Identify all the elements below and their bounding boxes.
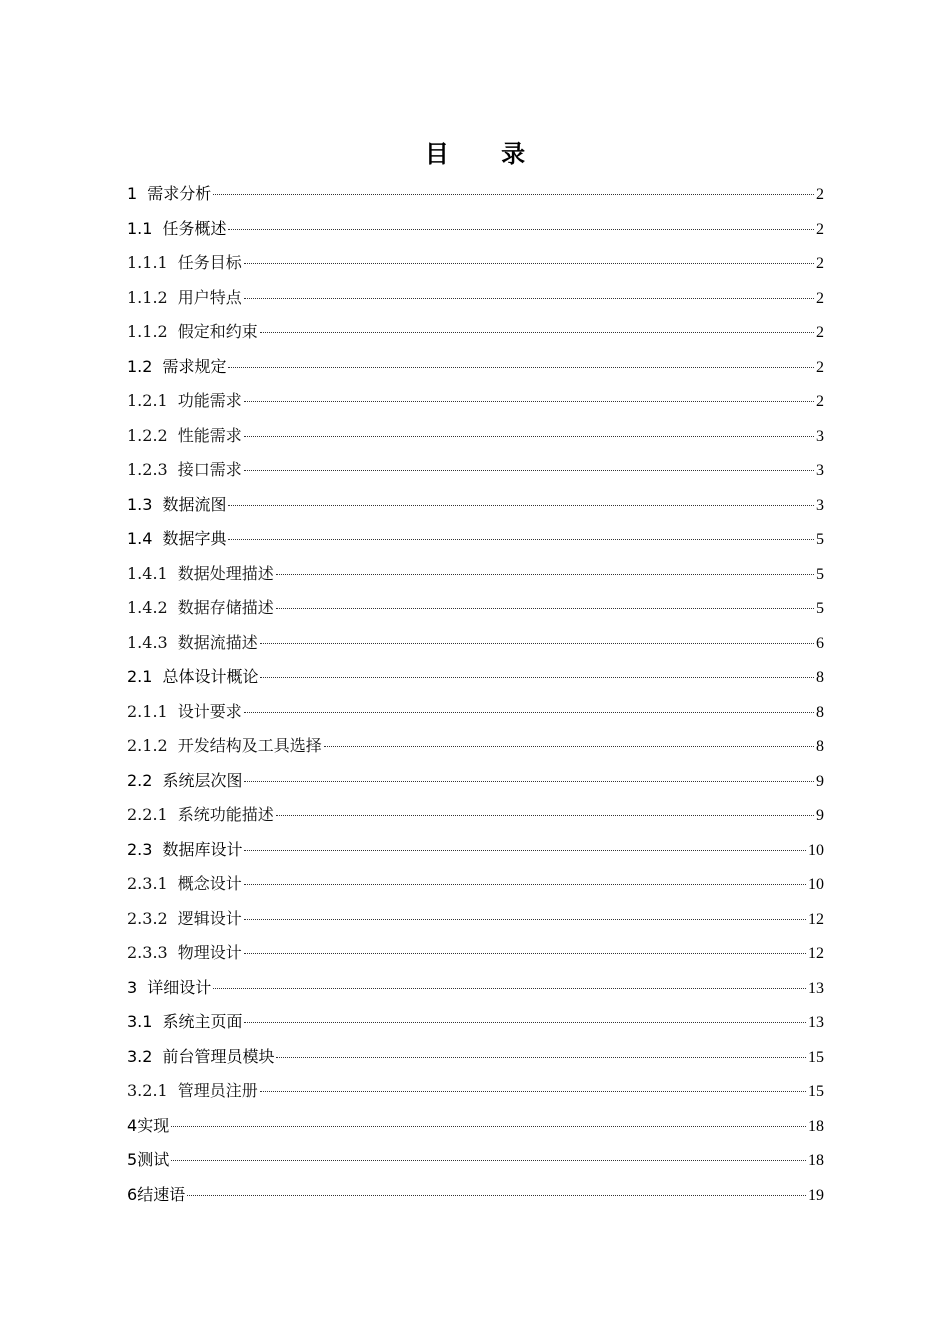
toc-entry[interactable]	[127, 285, 824, 320]
toc-entry[interactable]	[127, 768, 824, 803]
toc-leader-dots	[228, 505, 814, 506]
toc-entry-label	[127, 1182, 185, 1205]
toc-entry-text: 功能需求	[177, 391, 242, 410]
toc-entry-number: 1.1	[127, 218, 153, 238]
toc-leader-dots	[228, 539, 814, 540]
toc-entry-page-number: 8	[816, 738, 824, 755]
toc-entry-page-number: 13	[808, 979, 824, 997]
toc-entry-label	[127, 285, 242, 308]
toc-leader-dots	[244, 953, 806, 954]
toc-entry-label	[127, 906, 242, 929]
toc-leader-dots	[260, 677, 814, 678]
toc-entry-label	[127, 492, 226, 515]
toc-entry-text: 系统层次图	[162, 770, 243, 790]
toc-leader-dots	[213, 988, 806, 989]
toc-leader-dots	[260, 332, 814, 333]
toc-entry-label	[127, 837, 242, 860]
toc-entry-page-number: 5	[816, 565, 824, 583]
toc-entry[interactable]	[127, 1078, 824, 1113]
toc-entry[interactable]	[127, 1009, 824, 1044]
toc-entry-label	[127, 699, 242, 722]
toc-entry-number: 3.2.1	[127, 1081, 168, 1100]
toc-leader-dots	[244, 263, 814, 264]
toc-entry-text: 任务概述	[162, 218, 227, 238]
toc-entry-number: 6	[127, 1184, 138, 1204]
toc-leader-dots	[244, 298, 814, 299]
toc-entry-number: 1	[127, 184, 138, 203]
toc-title: 目 录	[424, 139, 548, 168]
toc-entry-number: 2.2.1	[127, 805, 168, 824]
toc-entry-number: 1.2.2	[127, 425, 168, 445]
toc-entry-label	[127, 975, 211, 998]
toc-leader-dots	[276, 1057, 806, 1058]
toc-leader-dots	[244, 470, 814, 471]
toc-entry-number: 1.4.3	[127, 632, 168, 652]
toc-entry-page-number: 2	[816, 393, 824, 410]
toc-entry-label	[127, 871, 242, 894]
toc-entry-page-number: 2	[816, 186, 824, 203]
toc-leader-dots	[276, 574, 814, 575]
toc-leader-dots	[244, 436, 814, 437]
toc-entry[interactable]	[127, 388, 824, 423]
toc-entry-text: 系统主页面	[162, 1012, 243, 1031]
toc-entry-text: 数据字典	[162, 529, 227, 548]
toc-leader-dots	[324, 746, 814, 747]
toc-leader-dots	[244, 1022, 806, 1023]
toc-entry-label	[127, 664, 258, 687]
toc-entry-page-number: 8	[816, 669, 824, 686]
toc-entry-text: 概念设计	[177, 874, 242, 893]
toc-entry-page-number: 15	[808, 1083, 824, 1100]
toc-entry-label	[127, 216, 226, 239]
toc-entry-page-number: 8	[816, 703, 824, 721]
toc-leader-dots	[244, 884, 806, 885]
toc-entry-page-number: 12	[808, 910, 824, 928]
toc-entry-label	[127, 1113, 169, 1136]
toc-entry-label	[127, 1044, 274, 1067]
toc-entry-label	[127, 595, 274, 618]
toc-entry-text: 接口需求	[177, 460, 242, 479]
toc-leader-dots	[260, 643, 814, 644]
toc-entry-label	[127, 733, 322, 756]
toc-entry[interactable]	[127, 975, 824, 1010]
toc-entry-text: 逻辑设计	[177, 908, 242, 928]
toc-entry-number: 1.4.2	[127, 598, 168, 617]
toc-entry-page-number: 15	[808, 1048, 824, 1066]
toc-entry[interactable]	[127, 871, 824, 906]
toc-entry-text: 物理设计	[177, 943, 242, 962]
toc-entry-page-number: 19	[808, 1186, 824, 1204]
toc-entry-page-number: 9	[816, 772, 824, 790]
toc-entry-text: 数据流图	[162, 494, 227, 514]
toc-entry-number: 2.1.2	[127, 736, 168, 755]
toc-entry-page-number: 12	[808, 945, 824, 962]
toc-entry-text: 系统功能描述	[177, 805, 274, 824]
toc-entry-text: 数据存储描述	[177, 598, 274, 617]
toc-leader-dots	[276, 815, 814, 816]
toc-entry-page-number: 2	[816, 358, 824, 376]
toc-entry-text: 需求规定	[162, 356, 227, 376]
toc-leader-dots	[244, 919, 806, 920]
toc-entry-number: 1.2	[127, 356, 153, 376]
toc-entry-label	[127, 802, 274, 825]
toc-entry-page-number: 9	[816, 807, 824, 824]
toc-entry[interactable]	[127, 423, 824, 458]
toc-entry[interactable]	[127, 561, 824, 596]
toc-entry-label	[127, 388, 242, 411]
toc-entry-text: 结速语	[137, 1184, 186, 1204]
toc-entry-number: 1.2.1	[127, 391, 168, 410]
toc-entry[interactable]	[127, 457, 824, 492]
toc-entry[interactable]	[127, 1182, 824, 1217]
toc-entry-number: 1.1.2	[127, 287, 168, 307]
toc-entry-number: 1.2.3	[127, 460, 168, 479]
toc-entry[interactable]	[127, 940, 824, 975]
toc-entry-number: 1.4.1	[127, 563, 168, 583]
toc-entry-number: 3	[127, 977, 138, 997]
toc-entry[interactable]	[127, 250, 824, 285]
toc-entry-text: 总体设计概论	[162, 667, 259, 686]
toc-entry-text: 数据流描述	[177, 632, 258, 652]
toc-entry-label	[127, 354, 226, 377]
toc-entry-page-number: 18	[808, 1117, 824, 1135]
toc-entry-text: 测试	[137, 1150, 170, 1169]
toc-entry-text: 性能需求	[177, 425, 242, 445]
toc-entry-number: 3.1	[127, 1012, 153, 1031]
toc-entry-text: 需求分析	[147, 184, 212, 203]
toc-entry-page-number: 10	[808, 876, 824, 893]
toc-entry-text: 管理员注册	[177, 1081, 258, 1100]
toc-entry[interactable]	[127, 595, 824, 630]
toc-entry-label	[127, 940, 242, 963]
toc-entry-number: 2.1	[127, 667, 153, 686]
toc-entry-text: 任务目标	[177, 253, 242, 272]
toc-leader-dots	[187, 1195, 806, 1196]
toc-entry-text: 前台管理员模块	[162, 1046, 275, 1066]
toc-entry[interactable]	[127, 906, 824, 941]
toc-entry-label	[127, 181, 211, 204]
toc-entry-page-number: 2	[816, 220, 824, 238]
toc-entry-number: 3.2	[127, 1046, 153, 1066]
toc-entry-label	[127, 1147, 169, 1170]
toc-entry-label	[127, 1009, 242, 1032]
toc-leader-dots	[171, 1126, 806, 1127]
toc-entry-number: 1.1.1	[127, 253, 168, 272]
toc-entry-page-number: 6	[816, 634, 824, 652]
toc-entry-page-number: 10	[808, 841, 824, 859]
toc-leader-dots	[228, 229, 814, 230]
toc-entry[interactable]	[127, 630, 824, 665]
toc-entry[interactable]	[127, 319, 824, 354]
toc-entry-number: 2.2	[127, 770, 153, 790]
toc-entry-text: 实现	[137, 1115, 170, 1135]
toc-entry-number: 2.1.1	[127, 701, 168, 721]
toc-entry-number: 4	[127, 1115, 138, 1135]
toc-leader-dots	[244, 850, 806, 851]
toc-entry-text: 数据处理描述	[177, 563, 274, 583]
toc-leader-dots	[244, 781, 814, 782]
toc-entry-number: 2.3.3	[127, 943, 168, 962]
toc-entry-text: 开发结构及工具选择	[177, 736, 322, 755]
toc-leader-dots	[244, 401, 814, 402]
toc-entry[interactable]	[127, 802, 824, 837]
toc-entry-text: 详细设计	[147, 977, 212, 997]
toc-entry[interactable]	[127, 1147, 824, 1182]
toc-entry-number: 1.4	[127, 529, 153, 548]
toc-entry-page-number: 2	[816, 255, 824, 272]
toc-entry-label	[127, 319, 258, 342]
toc-entry[interactable]	[127, 733, 824, 768]
toc-entry-text: 用户特点	[177, 287, 242, 307]
toc-entry-number: 2.3.1	[127, 874, 168, 893]
toc-entry-page-number: 2	[816, 289, 824, 307]
toc-entry[interactable]	[127, 837, 824, 872]
toc-entry[interactable]	[127, 1044, 824, 1079]
toc-entry[interactable]	[127, 526, 824, 561]
toc-entry-text: 设计要求	[177, 701, 242, 721]
toc-entry[interactable]	[127, 354, 824, 389]
toc-leader-dots	[276, 608, 814, 609]
toc-entry-page-number: 5	[816, 600, 824, 617]
toc-entry-number: 1.3	[127, 494, 153, 514]
toc-entry[interactable]	[127, 699, 824, 734]
toc-entry-label	[127, 768, 242, 791]
toc-entry[interactable]	[127, 664, 824, 699]
toc-leader-dots	[244, 712, 814, 713]
toc-entry[interactable]	[127, 216, 824, 251]
toc-entry[interactable]	[127, 1113, 824, 1148]
toc-entry[interactable]	[127, 181, 824, 216]
toc-entry-label	[127, 423, 242, 446]
toc-entry-label	[127, 250, 242, 273]
toc-entry-label	[127, 630, 258, 653]
toc-entry-text: 数据库设计	[162, 839, 243, 859]
toc-entry[interactable]	[127, 492, 824, 527]
toc-leader-dots	[171, 1160, 806, 1161]
toc-entry-number: 1.1.2	[127, 322, 168, 341]
toc-entry-label	[127, 526, 226, 549]
toc-entry-page-number: 3	[816, 427, 824, 445]
toc-entry-page-number: 13	[808, 1014, 824, 1031]
toc-leader-dots	[228, 367, 814, 368]
toc-entry-page-number: 3	[816, 496, 824, 514]
toc-leader-dots	[260, 1091, 806, 1092]
toc-entry-page-number: 5	[816, 531, 824, 548]
table-of-contents	[127, 181, 824, 1216]
toc-entry-number: 2.3.2	[127, 908, 168, 928]
toc-leader-dots	[213, 194, 814, 195]
toc-entry-label	[127, 1078, 258, 1101]
toc-entry-page-number: 18	[808, 1152, 824, 1169]
toc-entry-page-number: 3	[816, 462, 824, 479]
toc-entry-number: 2.3	[127, 839, 153, 859]
toc-entry-text: 假定和约束	[177, 322, 258, 341]
toc-entry-label	[127, 561, 274, 584]
toc-entry-label	[127, 457, 242, 480]
toc-entry-number: 5	[127, 1150, 138, 1169]
toc-entry-page-number: 2	[816, 324, 824, 341]
